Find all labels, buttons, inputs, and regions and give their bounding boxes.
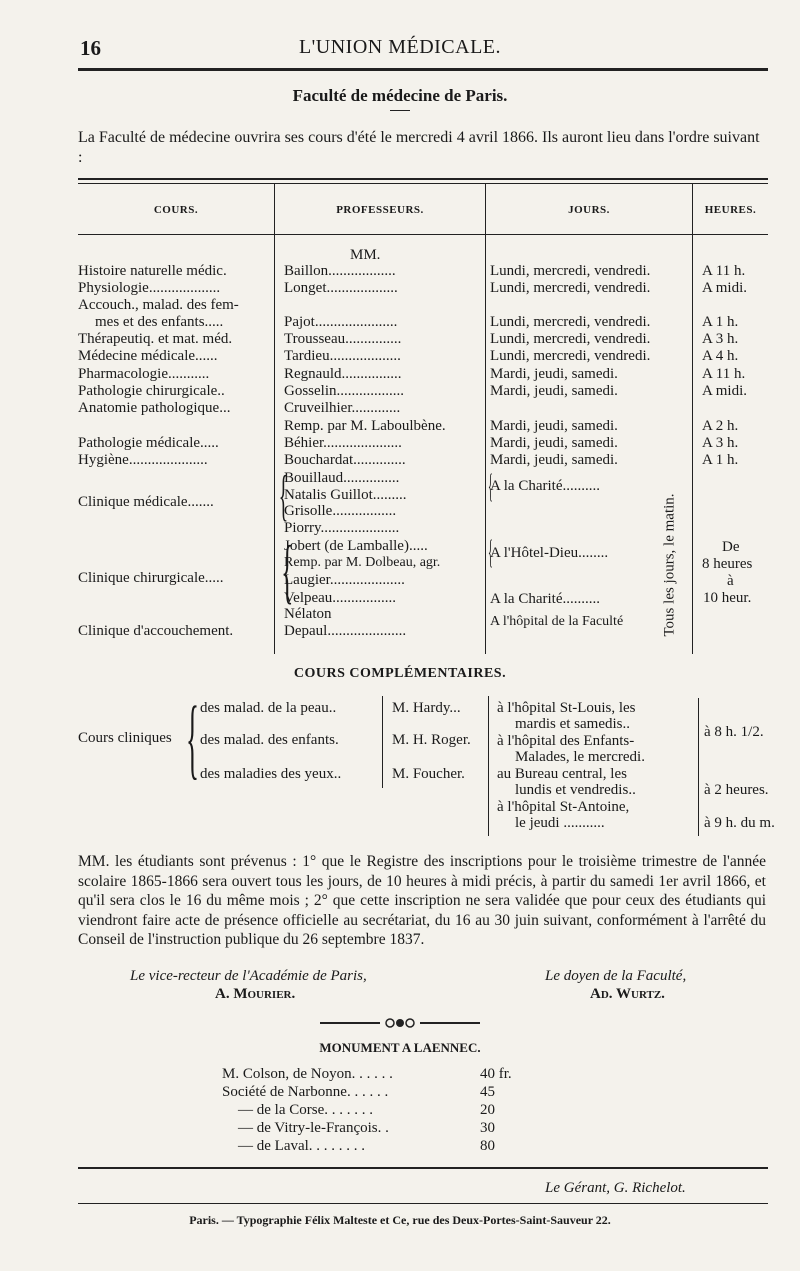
brace-lieu-2: { [488,534,493,571]
intro-text: La Faculté de médecine ouvrira ses cours d'été le mercredi 4 avril 1866. Ils auront lieu dans l'ordre suivant : [78,129,760,166]
prof-velpeau: Velpeau................. [284,590,397,606]
lieu-st-louis-2: mardis et samedis.. [515,716,630,732]
prof-nelaton: Nélaton [284,606,332,622]
ornament-divider [320,1016,480,1028]
heures-a: à [727,573,734,589]
prof-roger: M. H. Roger. [392,732,471,748]
clinique-chirurgicale-label: Clinique chirurgicale..... [78,570,224,586]
course-professor: Baillon.................. [284,263,396,279]
doyen-title: Le doyen de la Faculté, [545,968,687,984]
journal-title: L'UNION MÉDICALE. [298,36,502,58]
donor-label: — de la Corse. . . . . . . [238,1102,373,1118]
course-days: Mardi, jeudi, samedi. [490,418,618,434]
course-days: Lundi, mercredi, vendredi. [490,348,651,364]
course-name: Pathologie médicale..... [78,435,219,451]
course-name: Pathologie chirurgicale.. [78,383,225,399]
col-divider-1 [274,184,275,654]
comp-divider-2 [488,696,489,836]
brace-medicale: { [278,465,289,527]
prof-dolbeau: Remp. par M. Dolbeau, agr. [284,555,441,570]
course-name: Hygiène..................... [78,452,208,468]
sujet-peau: des malad. de la peau.. [200,700,337,716]
students-notice: MM. les étudiants sont prévenus : 1° que le Registre des inscriptions pour le troisième trimestre de l'année scolaire 1865-1866 sera ouvert tous les jours, de 10 heures à midi précis, à partir du samedi 1er avril 1866, et qu'il sera clos le 16 du même mois ; 2° que cette inscription ne sera validée que pour ceux des étudiants qui viendront faire acte de présence officielle au secrétariat, du 16 au 30 juin suivant, conformément à l'arrêté du Conseil de l'instruction publique du 26 septembre 1837. [78,853,766,948]
course-professor: Béhier..................... [284,435,402,451]
course-hours: A 2 h. [702,418,739,434]
course-professor: Trousseau............... [284,331,402,347]
lieu-enfants-2: Malades, le mercredi. [515,749,645,765]
prof-grisolle: Grisolle................. [284,503,397,519]
course-hours: A 1 h. [702,452,739,468]
course-days: Lundi, mercredi, vendredi. [490,263,651,279]
course-name: Anatomie pathologique... [78,400,231,416]
donor-amount: 40 fr. [480,1066,512,1082]
prof-foucher: M. Foucher. [392,766,465,782]
complementaires-title: COURS COMPLÉMENTAIRES. [293,666,507,681]
donor-amount: 80 [480,1138,495,1154]
header-rule [78,68,768,71]
course-hours: A 4 h. [702,348,739,364]
title-dash [390,110,410,111]
comp-divider-1 [382,696,383,788]
donor-label: Société de Narbonne. . . . . . [222,1084,389,1100]
course-professor: Bouchardat.............. [284,452,406,468]
vertical-text-box [655,470,685,660]
brace-lieu-1: { [488,468,493,505]
heure-9: à 9 h. du m. [704,815,775,831]
heures-10: 10 heur. [703,590,752,606]
course-professor: Gosselin.................. [284,383,404,399]
lieu-faculte: A l'hôpital de la Faculté [490,614,624,629]
vice-recteur-name: A. Mourier. [215,986,296,1002]
donor-amount: 20 [480,1102,495,1118]
course-professor: Pajot...................... [284,314,398,330]
course-days: Mardi, jeudi, samedi. [490,383,618,399]
course-name: Histoire naturelle médic. [78,263,227,279]
header-heures: HEURES. [704,204,757,216]
donor-amount: 30 [480,1120,495,1136]
course-name: Accouch., malad. des fem- [78,297,239,313]
header-cours: COURS. [153,204,199,216]
donor-label: M. Colson, de Noyon. . . . . . [222,1066,393,1082]
course-name: Médecine médicale...... [78,348,218,364]
sujet-yeux: des maladies des yeux.. [200,766,342,782]
course-professor: Cruveilhier............. [284,400,401,416]
comp-divider-3 [698,698,699,836]
donor-amount: 45 [480,1084,495,1100]
prof-bouillaud: Bouillaud............... [284,470,400,486]
course-hours: A 11 h. [702,366,746,382]
table-top-rule2 [78,183,768,184]
course-name: Thérapeutiq. et mat. méd. [78,331,233,347]
bottom-rule-1 [78,1167,768,1169]
lieu-enfants-1: à l'hôpital des Enfants- [497,733,635,749]
vertical-text: Tous les jours, le matin. [661,493,678,637]
heures-8: 8 heures [702,556,753,572]
clinique-accouchement-label: Clinique d'accouchement. [78,623,234,639]
course-hours: A 3 h. [702,331,739,347]
course-hours: A 1 h. [702,314,739,330]
course-days: Lundi, mercredi, vendredi. [490,331,651,347]
lieu-charite-1: A la Charité.......... [490,478,600,494]
lieu-st-antoine-1: à l'hôpital St-Antoine, [497,799,630,815]
printer-footer: Paris. — Typographie Félix Malteste et Ce, rue des Deux-Portes-Saint-Sauveur 22. [189,1213,611,1227]
header-jours: JOURS. [568,204,610,216]
course-professor: Remp. par M. Laboulbène. [284,418,446,434]
lieu-bureau-2: lundis et vendredis.. [515,782,636,798]
heure-2: à 2 heures. [704,782,769,798]
lieu-st-antoine-2: le jeudi ........... [515,815,605,831]
prof-laugier: Laugier.................... [284,572,405,588]
course-hours: A midi. [702,280,748,296]
prof-jobert: Jobert (de Lamballe)..... [284,538,428,554]
course-hours: A 11 h. [702,263,746,279]
lieu-hotel-dieu: A l'Hôtel-Dieu........ [490,545,609,561]
lieu-bureau-1: au Bureau central, les [497,766,627,782]
cours-cliniques-label: Cours cliniques [78,730,172,746]
sujet-enfants: des malad. des enfants. [200,732,339,748]
lieu-charite-2: A la Charité.......... [490,591,600,607]
page-number: 16 [80,36,101,60]
header-professeurs: PROFESSEURS. [336,204,424,216]
course-days: Lundi, mercredi, vendredi. [490,314,651,330]
course-days: Mardi, jeudi, samedi. [490,435,618,451]
course-hours: A 3 h. [702,435,739,451]
prof-piorry: Piorry..................... [284,520,400,536]
course-professor: Longet................... [284,280,398,296]
gerant: Le Gérant, G. Richelot. [545,1180,686,1196]
bottom-rule-2 [78,1203,768,1204]
prof-depaul: Depaul..................... [284,623,407,639]
course-days: Mardi, jeudi, samedi. [490,366,618,382]
course-name: Pharmacologie........... [78,366,210,382]
course-name: Physiologie................... [78,280,221,296]
clinique-medicale-label: Clinique médicale....... [78,494,214,510]
mm-label: MM. [350,247,381,263]
heure-830: à 8 h. 1/2. [704,724,764,740]
vice-recteur-title: Le vice-recteur de l'Académie de Paris, [130,968,367,984]
heures-de: De [722,539,740,555]
monument-title: MONUMENT A LAENNEC. [319,1040,481,1055]
section-title: Faculté de médecine de Paris. [292,86,508,105]
prof-guillot: Natalis Guillot......... [284,487,407,503]
col-divider-2 [485,184,486,654]
course-professor: Regnauld................ [284,366,402,382]
doyen-name: Ad. Wurtz. [590,986,665,1002]
course-hours: A midi. [702,383,748,399]
lieu-st-louis-1: à l'hôpital St-Louis, les [497,700,636,716]
course-days: Mardi, jeudi, samedi. [490,452,618,468]
course-days: Lundi, mercredi, vendredi. [490,280,651,296]
course-name: mes et des enfants..... [95,314,224,330]
brace-complementaires: { [186,689,199,788]
donor-label: — de Laval. . . . . . . . [238,1138,366,1154]
donor-label: — de Vitry-le-François. . [238,1120,389,1136]
course-professor: Tardieu................... [284,348,401,364]
col-divider-3 [692,184,693,654]
prof-hardy: M. Hardy... [392,700,461,716]
table-header-rule [78,234,768,235]
table-top-rule [78,178,768,180]
brace-chirurgicale: { [281,531,294,611]
